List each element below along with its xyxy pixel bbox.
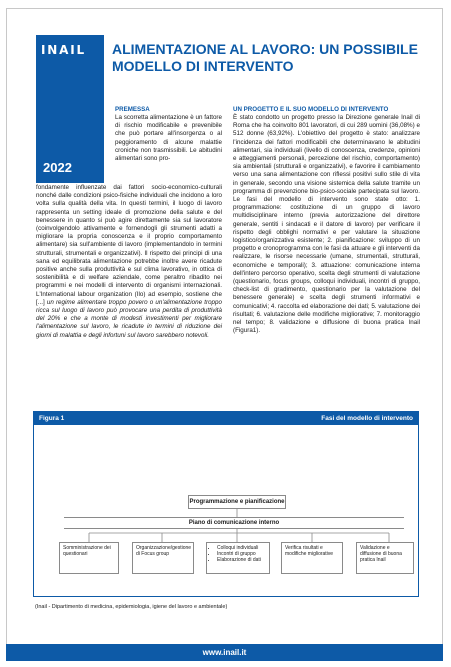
progetto-section — [233, 106, 420, 335]
list-item: • Incontri di gruppo — [217, 551, 266, 557]
figure-title: Fasi del modello di intervento — [321, 415, 413, 422]
page-title: ALIMENTAZIONE AL LAVORO: UN POSSIBILE MODELLO DI INTERVENTO — [112, 41, 418, 74]
footer-url[interactable]: www.inail.it — [202, 648, 247, 657]
figure-caption: (Inail - Dipartimento di medicina, epidemiologia, igiene del lavoro e ambientale) — [35, 604, 228, 610]
progetto-text: È stato condotto un progetto presso la Direzione generale Inail di Roma che ha coinvolto 801 lavoratori, di cui 289 uomini (36,08%) e 512 donne (63,92%). L'obiettivo del progetto è stato: analizzare l'incidenza dei fattori modificabili che determinavano le abitudini alimentari, sia individuali (livello di conoscenza, credenze, opinioni e atteggiamenti personali, percezione del rischio, comportamento) sia ambientali (strutturali e organizzativi), e favorire il cambiamento verso una sana alimentazione con riflessi positivi sullo stile di vita in generale, secondo una visione sistemica della salute tramite un programma di prevenzione bio-psico-sociale partecipata sul lavoro. Le fasi del modello di intervento sono state otto: 1. programmazione: costituzione di un gruppo di lavoro multidisciplinare interno (previa autorizzazione del direttore generale, sentiti i sindacati e il datore di lavoro) per verificare il rispetto degli obblighi normativi e per valutare la situazione logistico/organizzativa esistente; 2. pianificazione: sviluppo di un progetto e cronoprogramma con le fasi da attuare e gli interventi da realizzare, le risorse necessarie (umane, strumentali, strutturali, economiche e temporali); 3. attuazione: comunicazione interna dell'intero percorso operativo, scelta degli strumenti di valutazione (questionario, focus groups, colloqui individuali, incontri di gruppo, check-list di gradimento, questionario per la valutazione del benessere generale) e scelta degli strumenti informativi e comunicativi; 4. raccolta ed elaborazione dei dati; 5. valutazione dei risultati; 6. valutazione delle modifiche migliorative; 7. monitoraggio nel tempo; 8. validazione e diffusione di buona pratica Inail (Figura1). — [233, 114, 420, 335]
list-item: • Colloqui individuali — [217, 545, 266, 551]
fig-box-focus-group: Organizzazione/gestione di Focus group — [132, 542, 194, 574]
brand-band — [36, 35, 104, 183]
progetto-heading: UN PROGETTO E IL SUO MODELLO DI INTERVENTO — [233, 106, 389, 113]
fig-box-colloqui — [206, 542, 270, 574]
premessa-quote: un regime alimentare troppo povero o un'alimentazione troppo ricca sul luogo di lavoro può provocare una perdita di produttività del 20% e che a monte di modesti investimenti per migliorare l'alimentazione sul lavoro, le ricadute in termini di riduzione dei giorni di malattia e degli infortuni sul lavoro sarebbero notevoli. — [36, 298, 222, 339]
fig-box-questionari: Somministrazione dei questionari — [59, 542, 119, 574]
premessa-text — [36, 184, 222, 340]
fig-box-verifica: Verifica risultati e modifiche migliorative — [281, 542, 343, 574]
inail-logo: INAIL — [41, 43, 86, 57]
fig-colloqui-list — [210, 545, 266, 563]
premessa-section-top — [115, 106, 222, 163]
figure-label: Figura 1 — [39, 415, 65, 422]
fig-box-validazione: Validazione e diffusione di buona pratica Inail — [356, 542, 414, 574]
premessa-intro: La scorretta alimentazione è un fattore di rischio modificabile e prevenibile che può portare all'insorgenza o al peggioramento di alcune malattie croniche non trasmissibili. Le abitudini alimentari sono pro- — [115, 114, 222, 163]
premessa-section-body — [36, 184, 222, 340]
premessa-paragraph: fondamente influenzate dai fattori socio-economico-culturali nonché dalle condizioni psico-fisiche individuali che incidono a loro volta sulla qualità della vita. In questi termini, il luogo di lavoro rappresenta un setting ideale di promozione della salute e del benessere in quanto si può agire direttamente sia sul lavoratore (coinvolgendolo attivamente e fornendogli gli strumenti adatti a migliorare la propria conoscenza e il proprio comportamento alimentare) sia sull'ambiente di lavoro (implementandolo in termini strutturali, strumentali e organizzativi). Il rispetto dei principi di una sana ed equilibrata alimentazione potrebbe inoltre avere ricadute positive anche sulla produttività e sul clima lavorativo, in ottica di sostenibilità e di welfare aziendale, come peraltro ribadito nei programmi e nei modelli di intervento di organismi internazionali. L'International labour organization (Ilo) ad esempio, sostiene che [...] — [36, 184, 222, 306]
list-item: • Elaborazione di dati — [217, 557, 266, 563]
footer-bar — [6, 644, 443, 661]
figure-1 — [33, 411, 419, 597]
fig-piano-bar: Piano di comunicazione interno — [64, 517, 404, 529]
premessa-heading: PREMESSA — [115, 106, 150, 113]
fig-programmazione-box: Programmazione e pianificazione — [188, 495, 286, 509]
year-label: 2022 — [43, 160, 72, 175]
